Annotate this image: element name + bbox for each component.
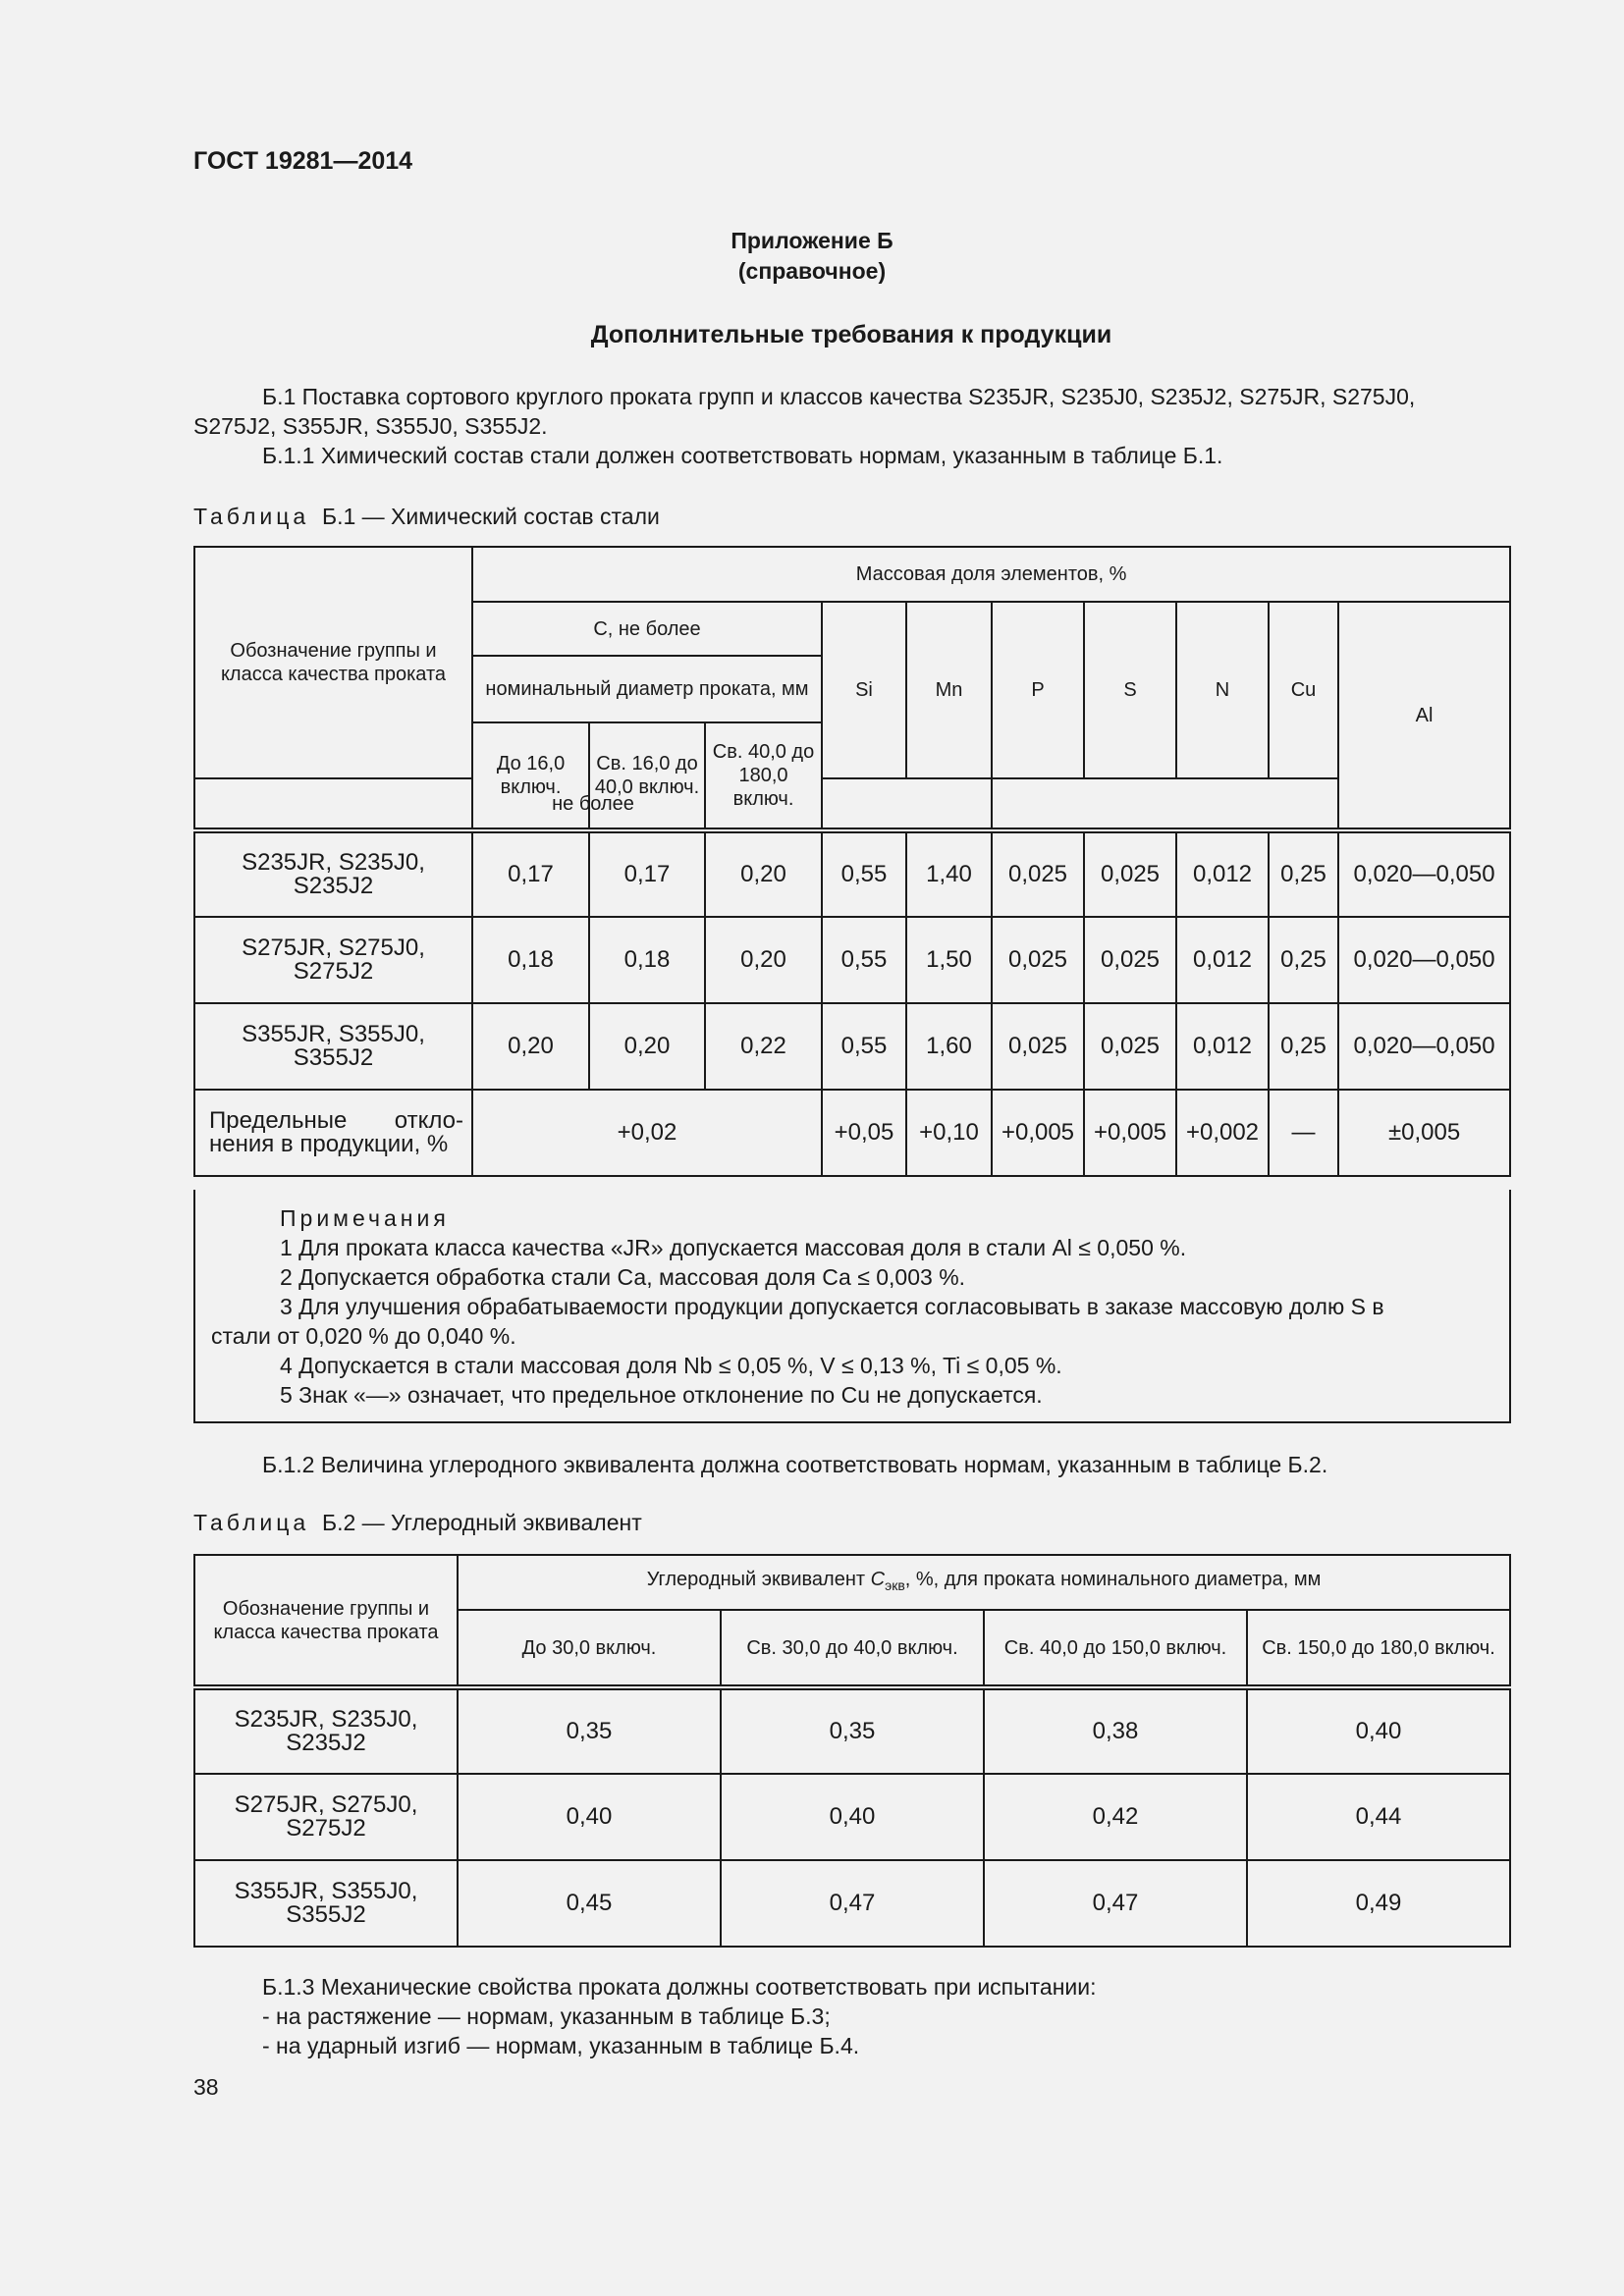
si-cell: 0,55 <box>822 1003 906 1090</box>
paragraph-b11: Б.1.1 Химический состав стали должен соответствовать нормам, указанным в таблице Б.1. <box>262 443 1223 468</box>
deviation-label-line2: нения в продукции, % <box>209 1131 449 1157</box>
section-title: Дополнительные требования к продукции <box>590 321 1112 348</box>
ceq-cell: 0,40 <box>1247 1687 1510 1774</box>
table2-header-diam-3: Св. 40,0 до 150,0 включ. <box>984 1610 1247 1687</box>
c-cell: 0,20 <box>472 1003 589 1090</box>
table2-header-diam-4: Св. 150,0 до 180,0 включ. <box>1247 1610 1510 1687</box>
c-cell: 0,20 <box>705 917 822 1003</box>
grade-cell: S235JR, S235J0, S235J2 <box>194 830 472 917</box>
n-cell: 0,012 <box>1176 1003 1269 1090</box>
paragraph-b1-line1: Б.1 Поставка сортового круглого проката групп и классов качества S235JR, S235J0, S235J2, S275JR, S275J0, <box>262 384 1416 409</box>
s-cell: 0,025 <box>1084 917 1176 1003</box>
c-cell: 0,20 <box>589 1003 705 1090</box>
grade-cell: S355JR, S355J0, S355J2 <box>194 1860 458 1947</box>
ceq-cell: 0,40 <box>721 1774 984 1860</box>
c-cell: 0,18 <box>472 917 589 1003</box>
mn-cell: 1,40 <box>906 830 992 917</box>
deviation-label <box>194 1090 472 1176</box>
annex-subtitle: (справочное) <box>737 258 887 284</box>
table1-caption-text: Б.1 — Химический состав стали <box>321 504 660 529</box>
table1-header-c-max: С, не более <box>472 602 822 656</box>
p-cell: 0,025 <box>992 917 1084 1003</box>
table1-header-diam-2: Св. 16,0 до 40,0 включ. <box>589 722 705 830</box>
grade-cell: S235JR, S235J0, S235J2 <box>194 1687 458 1774</box>
table2-header-group: Обозначение группы и класса качества проката <box>194 1555 458 1687</box>
note-5: 5 Знак «—» означает, что предельное отклонение по Cu не допускается. <box>280 1382 1043 1408</box>
table1-header-diam-3: Св. 40,0 до 180,0 включ. <box>705 722 822 830</box>
ceq-prefix: Углеродный эквивалент <box>646 1569 871 1590</box>
table1-header-mn: Mn <box>906 602 992 778</box>
ceq-cell: 0,47 <box>984 1860 1247 1947</box>
deviation-label-line1: Предельные откло- <box>209 1107 463 1134</box>
ceq-cell: 0,35 <box>458 1687 721 1774</box>
deviation-s-cell: +0,005 <box>1084 1090 1176 1176</box>
table1-header-s: S <box>1084 602 1176 778</box>
ceq-suffix: , %, для проката номинального диаметра, мм <box>904 1569 1322 1590</box>
p-cell: 0,025 <box>992 830 1084 917</box>
mn-cell: 1,50 <box>906 917 992 1003</box>
document-code: ГОСТ 19281—2014 <box>193 147 413 175</box>
table2-caption <box>193 1510 642 1536</box>
al-cell: 0,020—0,050 <box>1338 1003 1510 1090</box>
n-cell: 0,012 <box>1176 917 1269 1003</box>
ceq-symbol: С <box>870 1569 886 1590</box>
paragraph-b13-item2: - на ударный изгиб — нормам, указанным в таблице Б.4. <box>262 2033 860 2058</box>
carbon-equivalent-table <box>193 1554 1511 1948</box>
c-cell: 0,22 <box>705 1003 822 1090</box>
ceq-cell: 0,44 <box>1247 1774 1510 1860</box>
deviation-cu-cell: — <box>1269 1090 1338 1176</box>
deviation-si-cell: +0,05 <box>822 1090 906 1176</box>
table1-caption-label: Таблица <box>193 504 310 529</box>
cu-cell: 0,25 <box>1269 830 1338 917</box>
p-cell: 0,025 <box>992 1003 1084 1090</box>
table-row <box>194 830 1510 917</box>
cu-cell: 0,25 <box>1269 1003 1338 1090</box>
grade-cell: S355JR, S355J0, S355J2 <box>194 1003 472 1090</box>
deviation-row <box>194 1090 1510 1176</box>
chemical-composition-table <box>193 546 1511 1177</box>
paragraph-b13-item1: - на растяжение — нормам, указанным в таблице Б.3; <box>262 2003 831 2029</box>
notes-title: Примечания <box>280 1205 450 1231</box>
table2-header-ceq <box>458 1555 1510 1610</box>
table1-notes <box>193 1190 1511 1423</box>
note-1: 1 Для проката класса качества «JR» допускается массовая доля в стали Al ≤ 0,050 %. <box>280 1235 1187 1260</box>
grade-cell: S275JR, S275J0, S275J2 <box>194 1774 458 1860</box>
paragraph-b13-text: Б.1.3 Механические свойства проката должны соответствовать при испытании: <box>262 1974 1097 2000</box>
c-cell: 0,20 <box>705 830 822 917</box>
table1-header-al: Al <box>1338 602 1510 830</box>
ceq-cell: 0,38 <box>984 1687 1247 1774</box>
si-cell: 0,55 <box>822 917 906 1003</box>
c-cell: 0,17 <box>589 830 705 917</box>
table1-header-group: Обозначение группы и класса качества проката <box>194 547 472 778</box>
deviation-mn-cell: +0,10 <box>906 1090 992 1176</box>
table2-caption-label: Таблица <box>193 1510 310 1535</box>
annex-heading <box>0 226 1624 287</box>
ceq-cell: 0,49 <box>1247 1860 1510 1947</box>
paragraph-b12-text: Б.1.2 Величина углеродного эквивалента должна соответствовать нормам, указанным в таблице Б.2. <box>262 1452 1328 1477</box>
table-row <box>194 1687 1510 1774</box>
paragraph-b13 <box>193 1972 1509 2060</box>
s-cell: 0,025 <box>1084 1003 1176 1090</box>
table1-header-n: N <box>1176 602 1269 778</box>
table2-header-diam-1: До 30,0 включ. <box>458 1610 721 1687</box>
c-cell: 0,17 <box>472 830 589 917</box>
table-row <box>194 1003 1510 1090</box>
table2-caption-text: Б.2 — Углеродный эквивалент <box>321 1510 642 1535</box>
ceq-cell: 0,40 <box>458 1774 721 1860</box>
table1-caption <box>193 504 660 530</box>
mn-cell: 1,60 <box>906 1003 992 1090</box>
table1-header-si: Si <box>822 602 906 778</box>
deviation-c-cell: +0,02 <box>472 1090 822 1176</box>
table1-header-diam-1: До 16,0 включ. <box>472 722 589 830</box>
table1-header-not-more: не более <box>194 778 992 830</box>
note-3-line1: 3 Для улучшения обрабатываемости продукции допускается согласовывать в заказе массовую долю S в <box>280 1294 1384 1319</box>
table1-header-nominal-diam: номинальный диаметр проката, мм <box>472 656 822 722</box>
al-cell: 0,020—0,050 <box>1338 830 1510 917</box>
table-row <box>194 1774 1510 1860</box>
grade-cell: S275JR, S275J0, S275J2 <box>194 917 472 1003</box>
al-cell: 0,020—0,050 <box>1338 917 1510 1003</box>
note-4: 4 Допускается в стали массовая доля Nb ≤ 0,05 %, V ≤ 0,13 %, Ti ≤ 0,05 %. <box>280 1353 1062 1378</box>
deviation-al-cell: ±0,005 <box>1338 1090 1510 1176</box>
table1-header-mass: Массовая доля элементов, % <box>472 547 1510 602</box>
paragraph-b1 <box>193 382 1509 470</box>
deviation-n-cell: +0,002 <box>1176 1090 1269 1176</box>
note-3-line2: стали от 0,020 % до 0,040 %. <box>211 1323 516 1349</box>
cu-cell: 0,25 <box>1269 917 1338 1003</box>
deviation-p-cell: +0,005 <box>992 1090 1084 1176</box>
paragraph-b12 <box>193 1450 1509 1479</box>
table1-header-p: P <box>992 602 1084 778</box>
table-row <box>194 917 1510 1003</box>
ceq-cell: 0,42 <box>984 1774 1247 1860</box>
ceq-sub: экв <box>885 1577 905 1593</box>
s-cell: 0,025 <box>1084 830 1176 917</box>
table2-header-diam-2: Св. 30,0 до 40,0 включ. <box>721 1610 984 1687</box>
ceq-cell: 0,45 <box>458 1860 721 1947</box>
c-cell: 0,18 <box>589 917 705 1003</box>
page-number: 38 <box>193 2074 219 2100</box>
si-cell: 0,55 <box>822 830 906 917</box>
n-cell: 0,012 <box>1176 830 1269 917</box>
ceq-cell: 0,47 <box>721 1860 984 1947</box>
annex-title: Приложение Б <box>731 228 893 253</box>
note-2: 2 Допускается обработка стали Са, массовая доля Са ≤ 0,003 %. <box>280 1264 966 1290</box>
ceq-cell: 0,35 <box>721 1687 984 1774</box>
paragraph-b1-line2: S275J2, S355JR, S355J0, S355J2. <box>193 413 548 439</box>
table-row <box>194 1860 1510 1947</box>
table1-header-cu: Cu <box>1269 602 1338 778</box>
